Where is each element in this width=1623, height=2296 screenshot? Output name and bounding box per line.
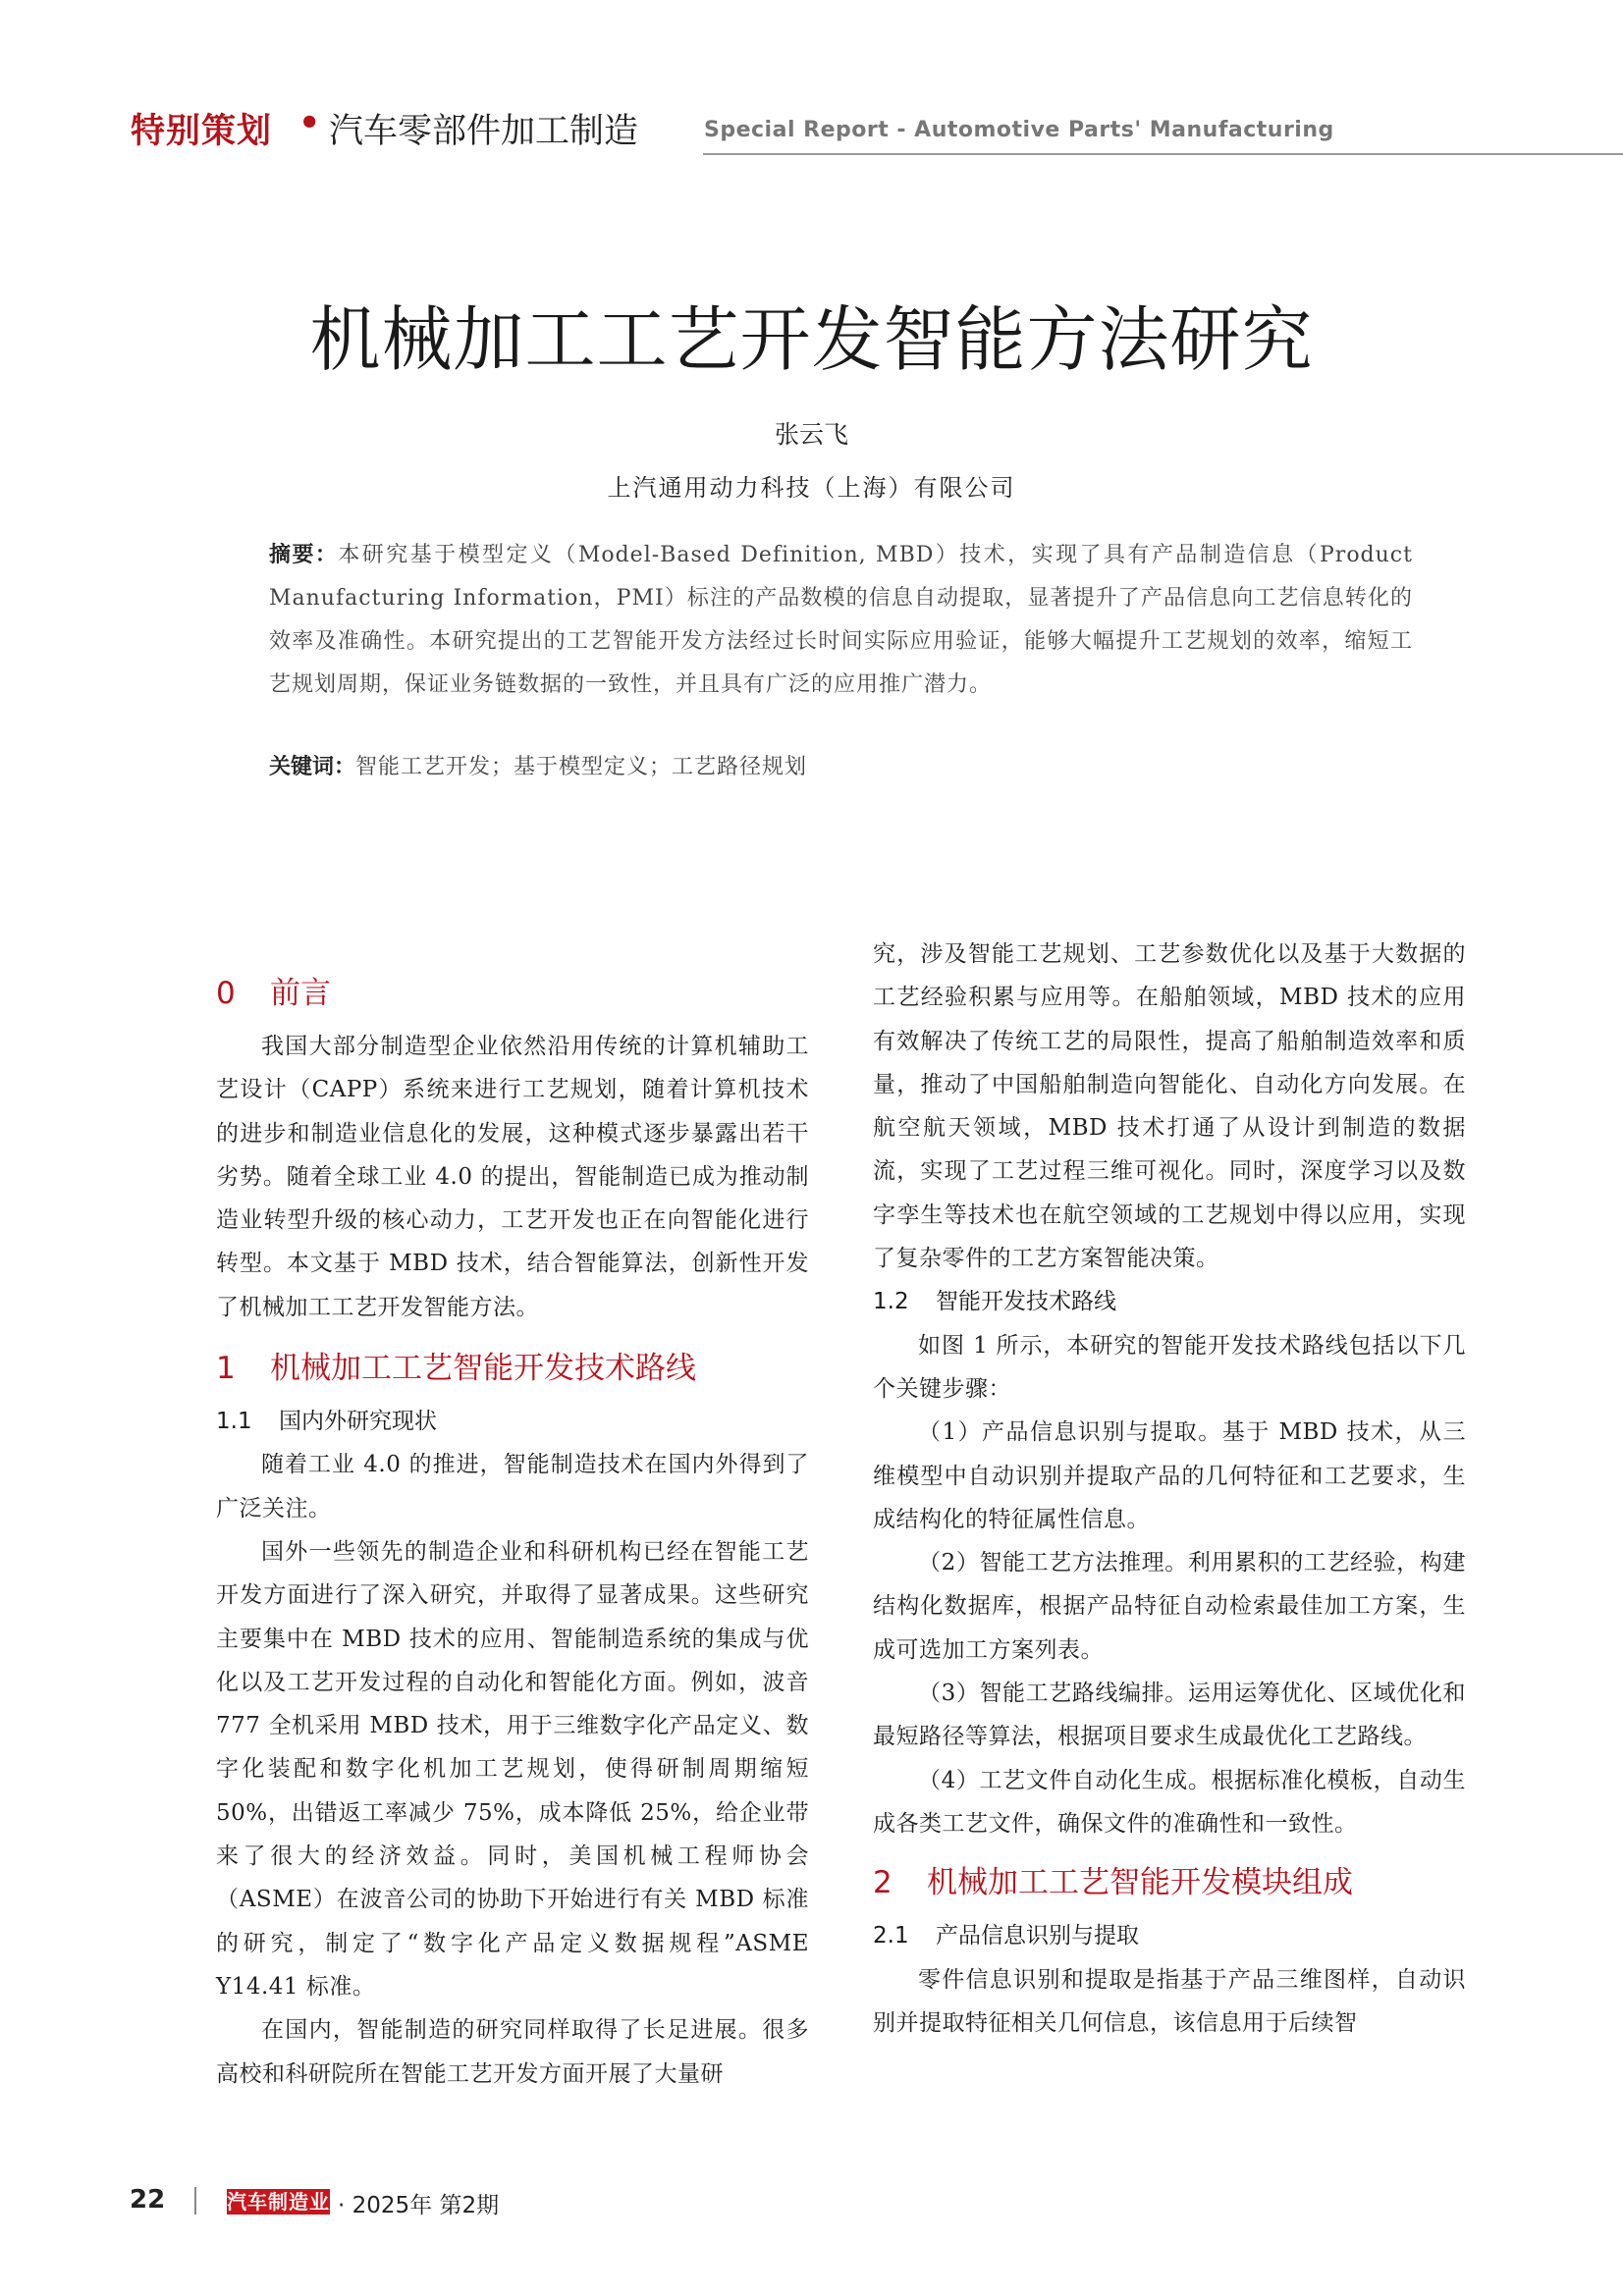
section-heading-0	[216, 962, 809, 1025]
paragraph: 究，涉及智能工艺规划、工艺参数优化以及基于大数据的工艺经验积累与应用等。在船舶领域，MBD 技术的应用有效解决了传统工艺的局限性，提高了船舶制造效率和质量，推动了中国船舶制造向智能化、自动化方向发展。在航空航天领域，MBD 技术打通了从设计到制造的数据流，实现了工艺过程三维可视化。同时，深度学习以及数字孪生等技术也在航空领域的工艺规划中得以应用，实现了复杂零件的工艺方案智能决策。	[873, 941, 1466, 1272]
subsection-number: 1.1	[216, 1409, 252, 1435]
section-heading-1	[216, 1337, 809, 1400]
section-title: 前言	[270, 976, 331, 1011]
header-english: Special Report - Automotive Parts' Manufacturing	[704, 118, 1334, 142]
section-number: 1	[216, 1351, 236, 1387]
journal-logo: 汽车制造业	[227, 2190, 330, 2214]
keywords-label: 关键词：	[269, 755, 356, 779]
subsection-heading-1-2	[873, 1280, 1466, 1323]
right-column	[873, 933, 1466, 2045]
page-number: 22	[130, 2185, 166, 2215]
subsection-number: 2.1	[873, 1923, 909, 1949]
paragraph: （3）智能工艺路线编排。运用运筹优化、区域优化和最短路径等算法，根据项目要求生成最优化工艺路线。	[873, 1681, 1466, 1750]
page-footer	[0, 2181, 1623, 2220]
paragraph: 我国大部分制造型企业依然沿用传统的计算机辅助工艺设计（CAPP）系统来进行工艺规划，随着计算机技术的进步和制造业信息化的发展，这种模式逐步暴露出若干劣势。随着全球工业 4.0 的提出，智能制造已成为推动制造业转型升级的核心动力，工艺开发也正在向智能化进行转型。本文基于 MBD 技术，结合智能算法，创新性开发了机械加工工艺开发智能方法。	[216, 1034, 809, 1320]
paragraph: 在国内，智能制造的研究同样取得了长足进展。很多高校和科研院所在智能工艺开发方面开展了大量研	[216, 2017, 809, 2087]
keywords-text: 智能工艺开发；基于模型定义；工艺路径规划	[355, 755, 808, 779]
subsection-heading-1-1	[216, 1400, 809, 1443]
section-title: 机械加工工艺智能开发模块组成	[927, 1865, 1353, 1901]
paragraph: （1）产品信息识别与提取。基于 MBD 技术，从三维模型中自动识别并提取产品的几何特征和工艺要求，生成结构化的特征属性信息。	[873, 1419, 1466, 1532]
article-title: 机械加工工艺开发智能方法研究	[309, 298, 1314, 381]
section-title: 机械加工工艺智能开发技术路线	[270, 1351, 696, 1387]
left-column	[216, 962, 809, 2096]
subsection-title: 产品信息识别与提取	[936, 1923, 1139, 1949]
header-rule	[703, 153, 1623, 155]
article-affiliation: 上汽通用动力科技（上海）有限公司	[607, 474, 1016, 502]
header-dot: •	[298, 104, 321, 143]
paragraph: （2）智能工艺方法推理。利用累积的工艺经验，构建结构化数据库，根据产品特征自动检索最佳加工方案，生成可选加工方案列表。	[873, 1550, 1466, 1663]
paragraph: 如图 1 所示，本研究的智能开发技术路线包括以下几个关键步骤：	[873, 1332, 1466, 1402]
abstract-label: 摘要：	[269, 543, 339, 567]
running-header	[0, 96, 1623, 157]
section-heading-2	[873, 1851, 1466, 1914]
section-number: 0	[216, 976, 236, 1011]
keywords	[269, 751, 1413, 784]
footer-divider	[194, 2187, 196, 2215]
paragraph: 随着工业 4.0 的推进，智能制造技术在国内外得到了广泛关注。	[216, 1452, 809, 1522]
header-section-label: 特别策划	[131, 112, 273, 151]
header-topic: 汽车零部件加工制造	[329, 112, 639, 151]
abstract-text: 本研究基于模型定义（Model-Based Definition, MBD）技术，实现了具有产品制造信息（Product Manufacturing Information，PMI）标注的产品数模的信息自动提取，显著提升了产品信息向工艺信息转化的效率及准确性。本研究提出的工艺智能开发方法经过长时间实际应用验证，能够大幅提升工艺规划的效率，缩短工艺规划周期，保证业务链数据的一致性，并且具有广泛的应用推广潜力。	[269, 543, 1413, 697]
abstract	[269, 534, 1413, 707]
paragraph: 零件信息识别和提取是指基于产品三维图样，自动识别并提取特征相关几何信息，该信息用于后续智	[873, 1966, 1466, 2036]
article-author: 张云飞	[774, 420, 848, 449]
issue-info: · 2025年 第2期	[338, 2193, 500, 2218]
subsection-number: 1.2	[873, 1289, 909, 1315]
subsection-title: 国内外研究现状	[279, 1409, 437, 1435]
paragraph: （4）工艺文件自动化生成。根据标准化模板，自动生成各类工艺文件，确保文件的准确性和一致性。	[873, 1767, 1466, 1837]
section-number: 2	[873, 1865, 893, 1901]
paragraph: 国外一些领先的制造企业和科研机构已经在智能工艺开发方面进行了深入研究，并取得了显著成果。这些研究主要集中在 MBD 技术的应用、智能制造系统的集成与优化以及工艺开发过程的自动化和智能化方面。例如，波音 777 全机采用 MBD 技术，用于三维数字化产品定义、数字化装配和数字化机加工艺规划，使得研制周期缩短 50%，出错返工率减少 75%，成本降低 25%，给企业带来了很大的经济效益。同时，美国机械工程师协会（ASME）在波音公司的协助下开始进行有关 MBD 标准的研究，制定了“数字化产品定义数据规程”ASME Y14.41 标准。	[216, 1538, 809, 2000]
subsection-heading-2-1	[873, 1914, 1466, 1957]
subsection-title: 智能开发技术路线	[936, 1289, 1116, 1315]
